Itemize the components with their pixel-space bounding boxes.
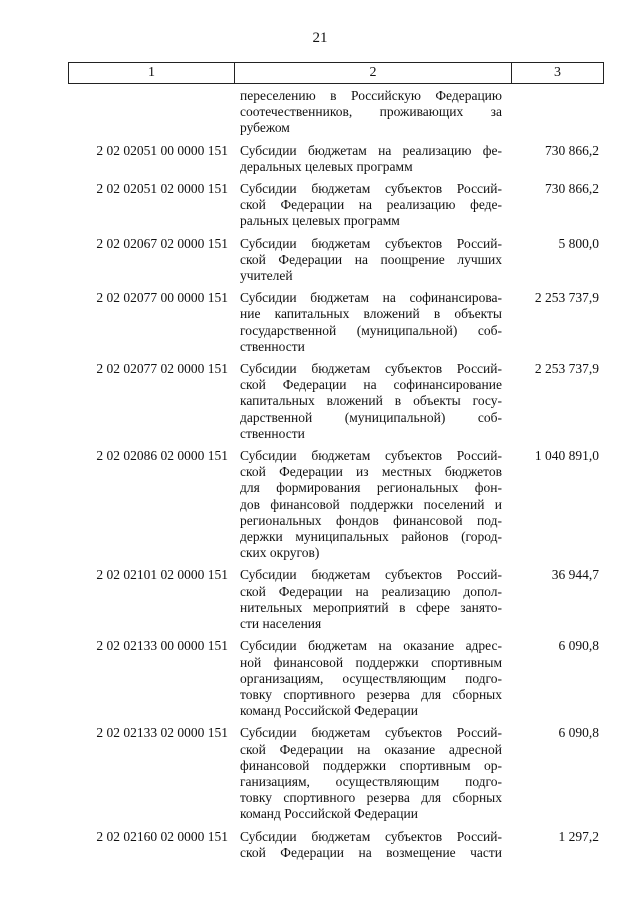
description-line: переселению в Российскую Федерацию [240, 88, 502, 103]
description-line: Субсидии бюджетам субъектов Россий- [240, 828, 502, 844]
row-description [234, 236, 502, 285]
table-row [68, 236, 603, 285]
row-code [68, 88, 234, 137]
description-line: учителей [240, 268, 293, 284]
row-amount: 730 866,2 [545, 142, 599, 158]
description-line: региональных фондов финансовой под- [240, 512, 502, 528]
description-line: ственности [240, 338, 305, 354]
description-line: Субсидии бюджетам субъектов Россий- [240, 448, 502, 464]
continuation-row [68, 88, 603, 137]
description-line: государственной (муниципальной) соб- [240, 322, 502, 338]
row-code: 2 02 02101 02 0000 151 [96, 567, 228, 583]
row-amount: 2 253 737,9 [534, 290, 599, 306]
row-description [234, 638, 502, 719]
description-line: дарственной (муниципальной) соб- [240, 409, 502, 425]
description-line: Субсидии бюджетам на реализацию фе- [240, 142, 502, 158]
description-line: ной финансовой поддержки спортивным [240, 654, 502, 670]
row-amount: 36 944,7 [551, 567, 599, 583]
description-line: Субсидии бюджетам на софинансирова- [240, 290, 502, 306]
description-line: для формирования региональных фон- [240, 480, 502, 496]
description-line: ской Федерации на софинансирование [240, 377, 502, 393]
row-code: 2 02 02160 02 0000 151 [96, 828, 228, 844]
page-number: 21 [312, 30, 328, 46]
description-line: команд Российской Федерации [240, 806, 418, 822]
row-description [234, 361, 502, 442]
description-line: ской Федерации на оказание адресной [240, 741, 502, 757]
table-header [68, 62, 604, 84]
row-code: 2 02 02067 02 0000 151 [96, 235, 228, 251]
row-amount [502, 88, 603, 137]
description-line: финансовой поддержки спортивным ор- [240, 757, 502, 773]
row-code: 2 02 02077 02 0000 151 [96, 361, 228, 377]
description-line: рубежом [240, 120, 290, 136]
row-code: 2 02 02077 00 0000 151 [96, 290, 228, 306]
description-line: ской Федерации на возмещение части [240, 844, 502, 860]
description-line: Субсидии бюджетам на оказание адрес- [240, 638, 502, 654]
row-amount: 1 297,2 [558, 828, 599, 844]
row-code: 2 02 02086 02 0000 151 [96, 448, 228, 464]
description-line: ской Федерации на реализацию феде- [240, 197, 502, 213]
table-row [68, 638, 603, 719]
row-code: 2 02 02051 02 0000 151 [96, 181, 228, 197]
description-line: ских округов) [240, 545, 320, 561]
description-line: Субсидии бюджетам субъектов Россий- [240, 361, 502, 377]
row-amount: 2 253 737,9 [534, 361, 599, 377]
row-description [234, 88, 502, 137]
table-row [68, 725, 603, 822]
description-line: Субсидии бюджетам субъектов Россий- [240, 235, 502, 251]
description-line: ской Федерации на поощрение лучших [240, 251, 502, 267]
description-line: держки муниципальных районов (город- [240, 529, 502, 545]
row-description [234, 181, 502, 230]
description-line: капитальных вложений в объекты госу- [240, 393, 502, 409]
description-line: сти населения [240, 616, 322, 632]
description-line: соотечественников, проживающих за [240, 104, 502, 120]
description-line: Субсидии бюджетам субъектов Россий- [240, 725, 502, 741]
row-description [234, 448, 502, 561]
row-code: 2 02 02051 00 0000 151 [96, 142, 228, 158]
table-row [68, 361, 603, 442]
column-header-1: 1 [69, 63, 235, 84]
row-description [234, 143, 502, 175]
table-row [68, 143, 603, 175]
row-description [234, 567, 502, 632]
table-row [68, 829, 603, 861]
row-description [234, 725, 502, 822]
table-row [68, 181, 603, 230]
row-description [234, 829, 502, 861]
description-line: Субсидии бюджетам субъектов Россий- [240, 567, 502, 583]
description-line: ние капитальных вложений в объекты [240, 306, 502, 322]
row-amount: 5 800,0 [558, 235, 599, 251]
row-amount: 6 090,8 [558, 725, 599, 741]
table-row [68, 567, 603, 632]
row-amount: 730 866,2 [545, 181, 599, 197]
table-row [68, 448, 603, 561]
description-line: организациям, осуществляющим подго- [240, 670, 502, 686]
description-line: команд Российской Федерации [240, 703, 418, 719]
column-header-2: 2 [235, 63, 512, 84]
description-line: дов финансовой поддержки поселений и [240, 496, 502, 512]
description-line: товку спортивного резерва для сборных [240, 686, 502, 702]
row-code: 2 02 02133 02 0000 151 [96, 725, 228, 741]
description-line: нительных мероприятий в сфере занято- [240, 599, 502, 615]
table-body [68, 88, 603, 867]
table-row [68, 290, 603, 355]
column-header-3: 3 [512, 63, 604, 84]
description-line: ской Федерации из местных бюджетов [240, 464, 502, 480]
row-amount: 1 040 891,0 [534, 448, 599, 464]
row-amount: 6 090,8 [558, 638, 599, 654]
description-line: ской Федерации на реализацию допол- [240, 583, 502, 599]
description-line: деральных целевых программ [240, 158, 413, 174]
description-line: Субсидии бюджетам субъектов Россий- [240, 181, 502, 197]
row-code: 2 02 02133 00 0000 151 [96, 638, 228, 654]
description-line: товку спортивного резерва для сборных [240, 790, 502, 806]
description-line: ганизациям, осуществляющим подго- [240, 773, 502, 789]
row-description [234, 290, 502, 355]
description-line: ральных целевых программ [240, 213, 400, 229]
description-line: ственности [240, 425, 305, 441]
